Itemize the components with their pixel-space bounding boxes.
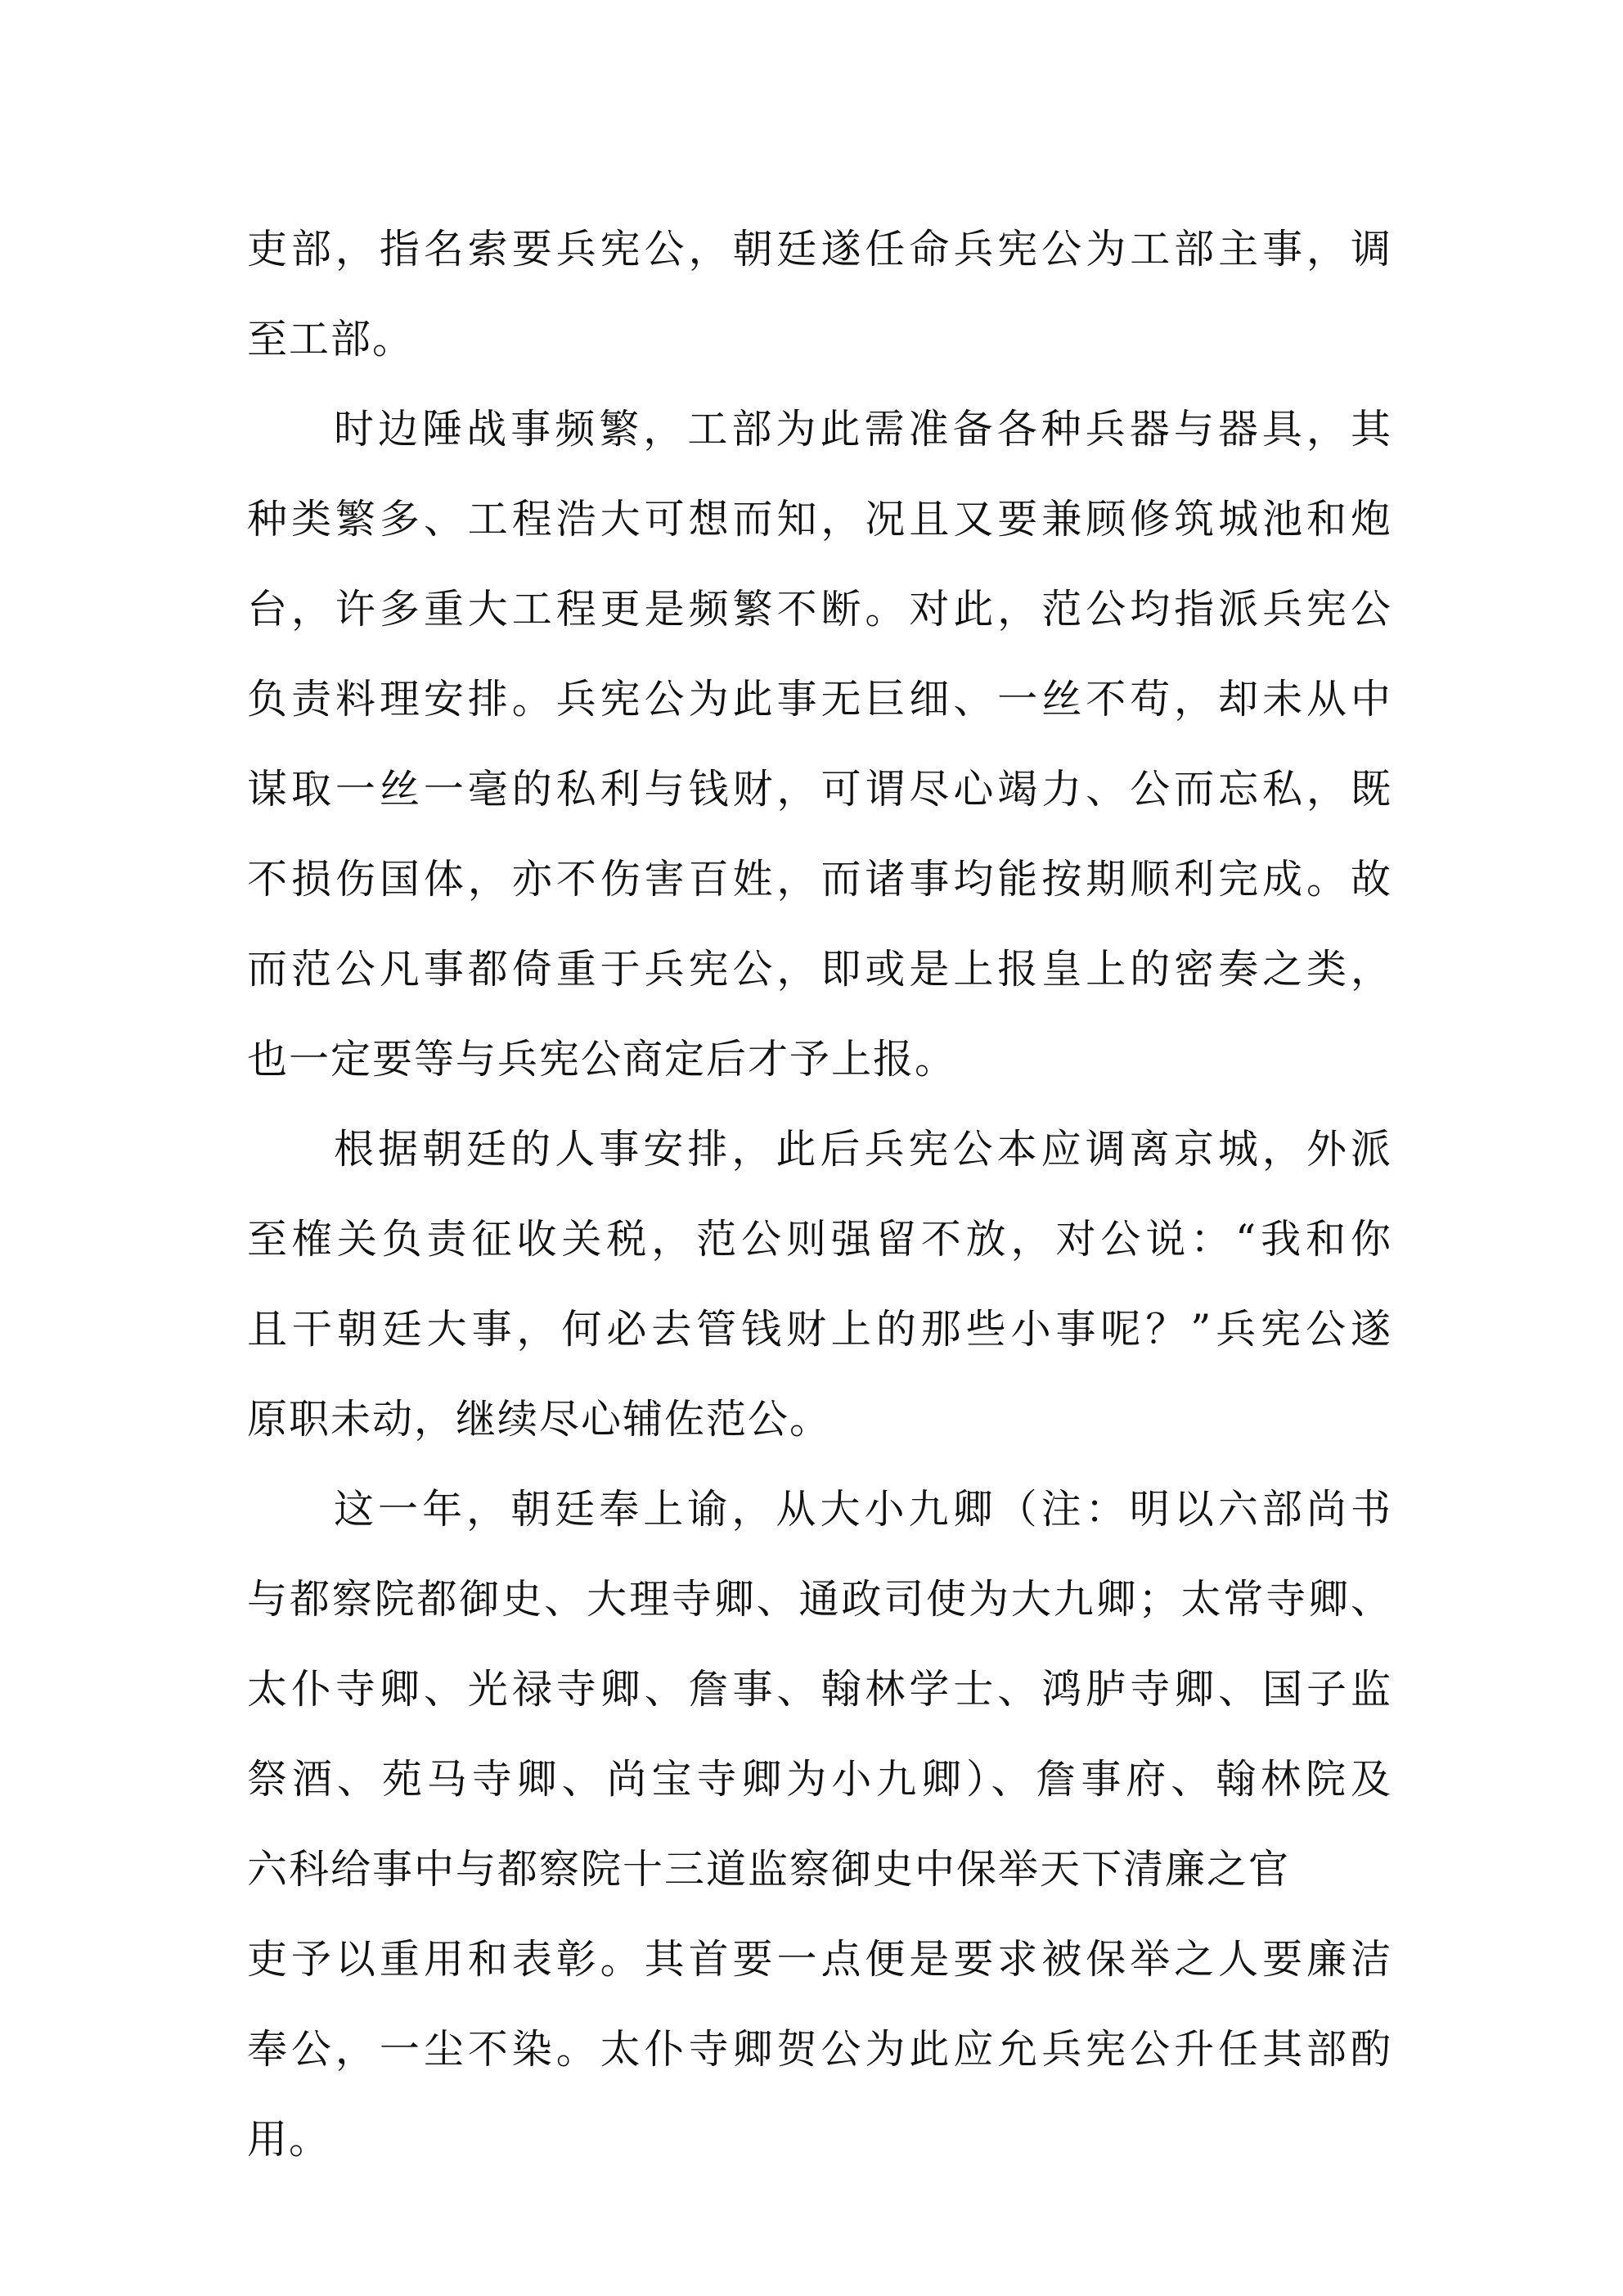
text-line: 且干朝廷大事，何必去管钱财上的那些小事呢？”兵宪公遂 [247,1306,1392,1353]
text-line: 台，许多重大工程更是频繁不断。对此，范公均指派兵宪公 [247,586,1392,633]
text-line: 也一定要等与兵宪公商定后才予上报。 [247,1036,957,1083]
text-line: 谋取一丝一毫的私利与钱财，可谓尽心竭力、公而忘私，既 [247,766,1392,813]
paragraph-first-line: 根据朝廷的人事安排，此后兵宪公本应调离京城，外派 [334,1126,1392,1173]
text-line: 太仆寺卿、光禄寺卿、詹事、翰林学士、鸿胪寺卿、国子监 [247,1666,1392,1713]
text-line: 奉公，一尘不染。太仆寺卿贺公为此应允兵宪公升任其部酌 [247,2026,1392,2073]
text-line: 祭酒、苑马寺卿、尚宝寺卿为小九卿）、詹事府、翰林院及 [247,1756,1392,1803]
text-line: 吏部，指名索要兵宪公，朝廷遂任命兵宪公为工部主事，调 [247,226,1392,272]
text-line: 负责料理安排。兵宪公为此事无巨细、一丝不苟，却未从中 [247,676,1392,723]
text-line: 不损伤国体，亦不伤害百姓，而诸事均能按期顺利完成。故 [247,856,1392,903]
text-line: 用。 [247,2116,331,2163]
text-line: 至榷关负责征收关税，范公则强留不放，对公说：“我和你 [247,1216,1392,1263]
paragraph-first-line: 时边陲战事频繁，工部为此需准备各种兵器与器具，其 [334,406,1392,452]
text-line: 六科给事中与都察院十三道监察御史中保举天下清廉之官 [247,1846,1291,1893]
text-line: 种类繁多、工程浩大可想而知，况且又要兼顾修筑城池和炮 [247,496,1392,542]
paragraph-first-line: 这一年，朝廷奉上谕，从大小九卿（注：明以六部尚书 [334,1486,1392,1533]
body-text [247,205,1392,2185]
text-line: 吏予以重用和表彰。其首要一点便是要求被保举之人要廉洁 [247,1936,1392,1983]
text-line: 而范公凡事都倚重于兵宪公，即或是上报皇上的密奏之类， [247,946,1392,993]
text-line: 至工部。 [247,316,415,362]
text-line: 原职未动，继续尽心辅佐范公。 [247,1396,832,1443]
text-line: 与都察院都御史、大理寺卿、通政司使为大九卿；太常寺卿、 [247,1576,1392,1623]
